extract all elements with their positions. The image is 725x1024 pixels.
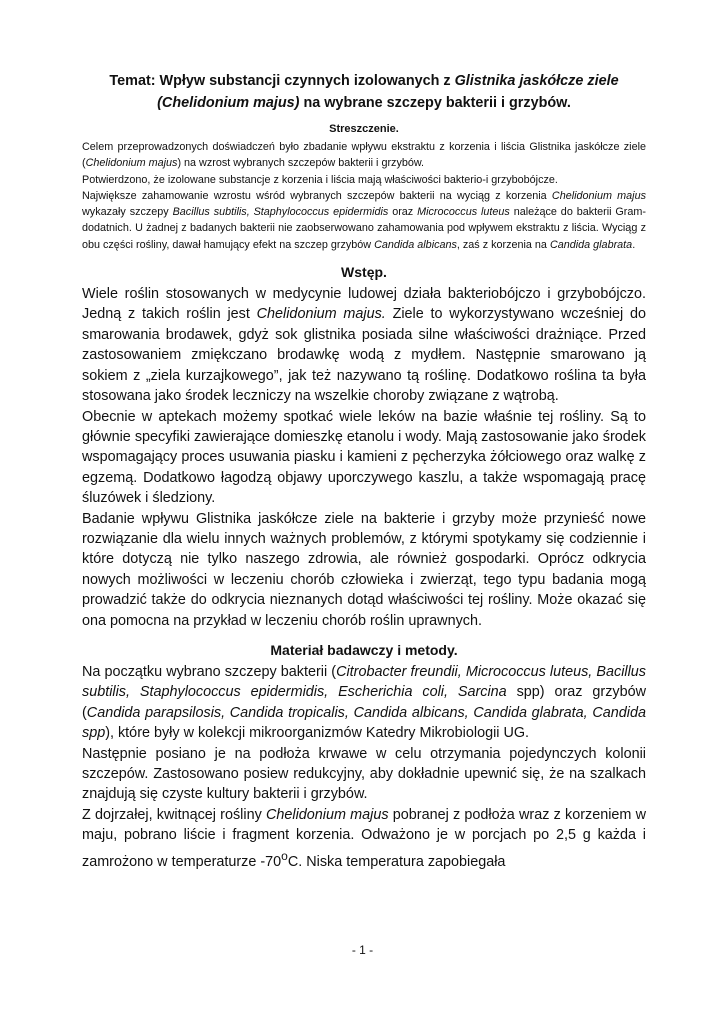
introduction-section	[82, 262, 646, 631]
methods-heading: Materiał badawczy i metody.	[270, 641, 458, 658]
body-paragraph: Na początku wybrano szczepy bakterii (Citrobacter freundii, Micrococcus luteus, Bacillus subtilis, Staphylococcus epidermidis, Escherichia coli, Sarcina spp) oraz grzybów (Candida parapsilosis, Candida tropicalis, Candida albicans, Candida glabrata, Candida spp), które były w kolekcji mikroorganizmów Katedry Mikrobiologii UG.	[82, 663, 646, 742]
body-paragraph: Obecnie w aptekach możemy spotkać wiele leków na bazie właśnie tej rośliny. Są to głównie specyfiki zawierające domieszkę etanolu i wody. Mają zastosowanie jako środek wspomagający proces usuwania piasku i kamieni z pęcherzyka żółciowego oraz walkę z egzemą. Dodatkowo łagodzą objawy uporczywego kaszlu, a także wspomagają pracę śluzówek i śledziony.	[82, 408, 646, 507]
body-paragraph: Wiele roślin stosowanych w medycynie ludowej działa bakteriobójczo i grzybobójczo. Jedną z takich roślin jest Chelidonium majus. Ziele to wykorzystywano wcześniej do smarowania brodawek, gdyż sok glistnika posiada silne właściwości drażniące. Przed zastosowaniem zmiękczano brodawkę wodą z mydłem. Następnie smarowano ją sokiem z „ziela kurzajkowego”, jak też nazywano tą roślinę. Dodatkowo roślina ta była stosowana jako środek leczniczy na wszelkie choroby związane z wątrobą.	[82, 286, 646, 405]
title-italic-text: Glistnika jaskółcze ziele	[454, 73, 619, 89]
introduction-heading: Wstęp.	[341, 264, 387, 281]
abstract-section	[82, 122, 646, 253]
title-text: Temat: Wpływ substancji czynnych izolowanych z	[109, 73, 455, 89]
title-text-end: na wybrane szczepy bakterii i grzybów.	[299, 95, 571, 111]
body-paragraph: Z dojrzałej, kwitnącej rośliny Chelidonium majus pobranej z podłoża wraz z korzeniem w maju, pobrano liście i fragment korzenia. Odważono je w porcjach po 2,5 g każda i zamrożono w temperaturze -70$^o$C. Niska temperatura zapobiegała	[82, 806, 646, 870]
abstract-paragraph: Największe zahamowanie wzrostu wśród wybranych szczepów bakterii na wyciąg z korzenia Chelidonium majus wykazały szczepy Bacillus subtilis, Staphylococcus epidermidis oraz Micrococcus luteus należące do bakterii Gram-dodatnich. U żadnej z badanych bakterii nie zaobserwowano zahamowania pod wpływem ekstraktu z liścia. Wyciąg z obu części rośliny, dawał hamujący efekt na szczep grzybów Candida albicans, zaś z korzenia na Candida glabrata.	[82, 189, 646, 251]
page-number: - 1 -	[351, 943, 374, 957]
abstract-heading: Streszczenie.	[329, 123, 399, 135]
abstract-paragraph: Potwierdzono, że izolowane substancje z korzenia i liścia mają właściwości bakterio-i grzybobójcze.	[82, 173, 558, 186]
body-paragraph: Badanie wpływu Glistnika jaskółcze ziele na bakterie i grzyby może przynieść nowe rozwiązanie dla wielu innych ważnych problemów, z którymi spotykamy się codziennie i które dotyczą nie tylko naszego zdrowia, ale również gospodarki. Oprócz odkrycia nowych możliwości w leczeniu chorób człowieka i zwierząt, tego typu badania mogą prowadzić także do odkrycia nieznanych dotąd właściwości tej rośliny. Może okazać się ona pomocna na przykład w leczeniu chorób roślin uprawnych.	[82, 510, 646, 629]
title-latin-name: (Chelidonium majus)	[157, 95, 300, 111]
methods-section	[82, 640, 646, 872]
body-paragraph: Następnie posiano je na podłoża krwawe w celu otrzymania pojedynczych kolonii szczepów. Zastosowano posiew redukcyjny, aby dokładnie upewnić się, że na szalkach znajdują się czyste kultury bakterii i grzybów.	[82, 745, 646, 803]
document-title	[82, 70, 646, 114]
abstract-paragraph: Celem przeprowadzonych doświadczeń było zbadanie wpływu ekstraktu z korzenia i liścia Glistnika jaskółcze ziele (Chelidonium majus) na wzrost wybranych szczepów bakterii i grzybów.	[82, 141, 646, 170]
document-page	[82, 70, 646, 872]
